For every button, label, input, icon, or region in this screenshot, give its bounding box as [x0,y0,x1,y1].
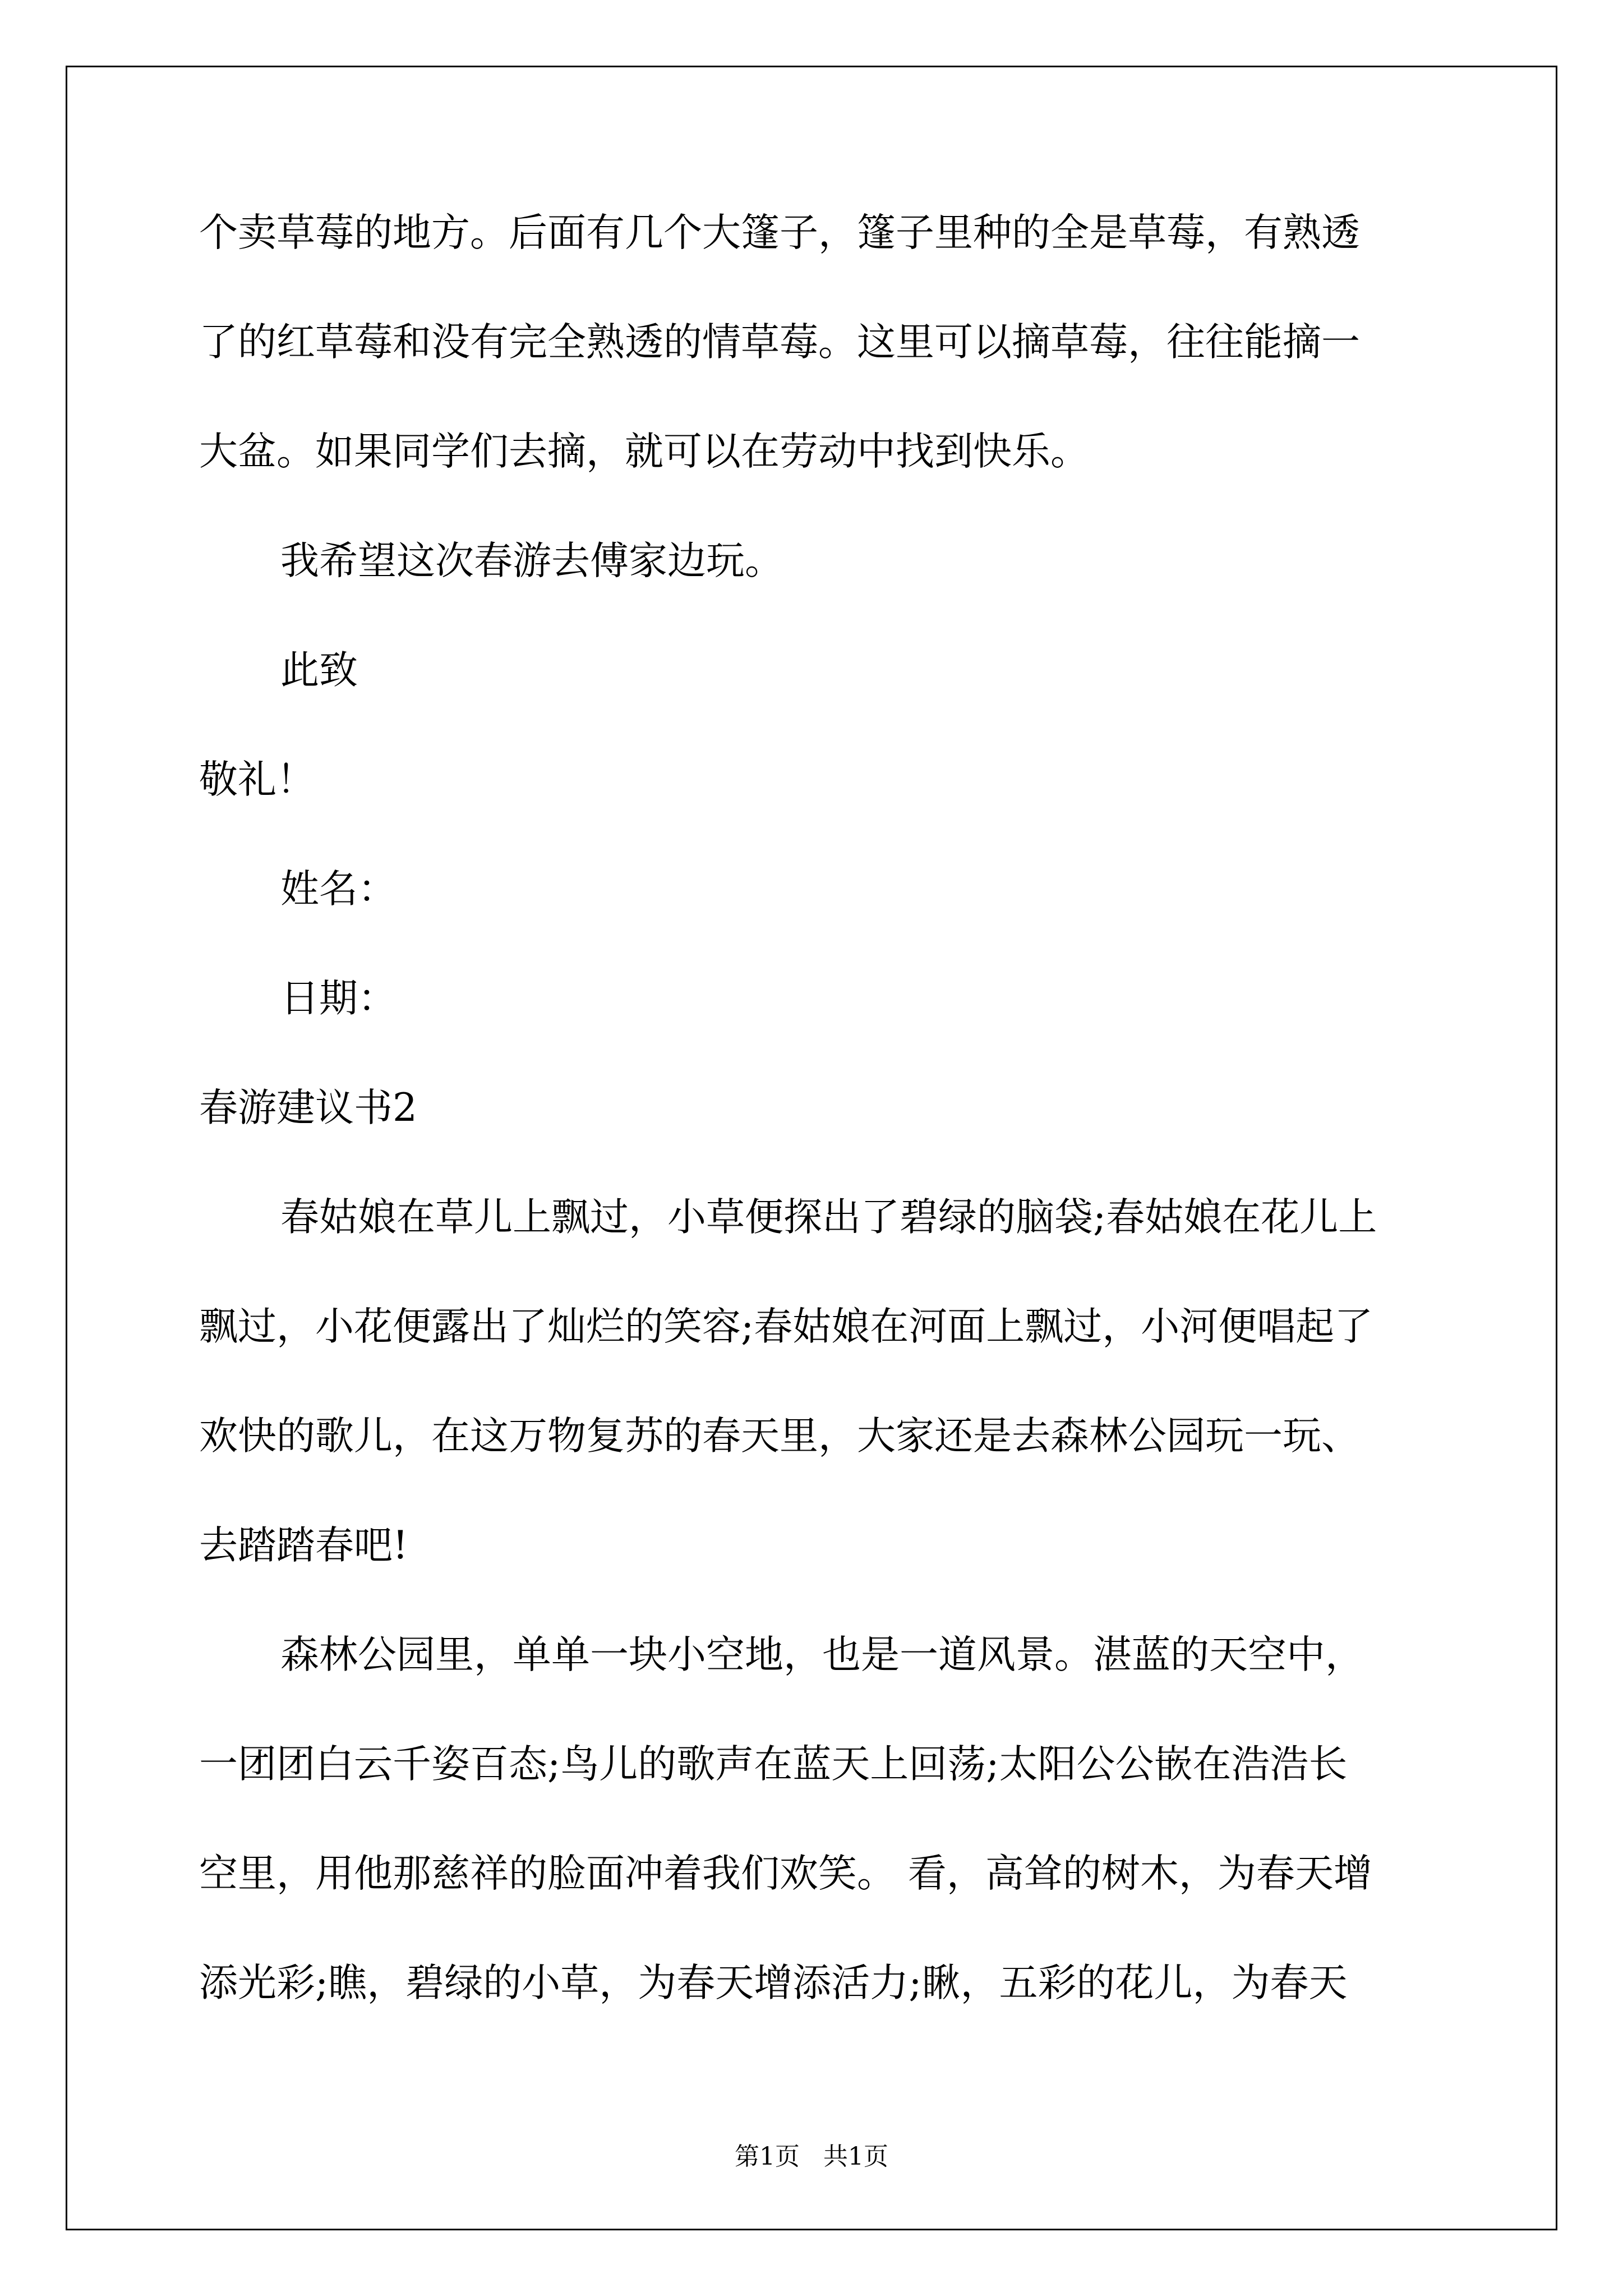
paragraph-line: 飘过，小花便露出了灿烂的笑容;春姑娘在河面上飘过，小河便唱起了 [199,1304,1373,1349]
date-field-label: 日期： [280,976,396,1021]
name-field-label: 姓名： [280,867,396,912]
paragraph-line: 春姑娘在草儿上飘过，小草便探出了碧绿的脑袋;春姑娘在花儿上 [280,1195,1377,1240]
paragraph-line: 一团团白云千姿百态;鸟儿的歌声在蓝天上回荡;太阳公公嵌在浩浩长 [199,1742,1348,1787]
page-footer: 第1页 共1页 [735,2142,888,2171]
paragraph-line: 大盆。如果同学们去摘，就可以在劳动中找到快乐。 [199,429,1089,474]
paragraph-line: 个卖草莓的地方。后面有几个大篷子，篷子里种的全是草莓，有熟透 [199,210,1360,255]
section-title: 春游建议书2 [199,1085,417,1130]
page-border [66,66,1557,2230]
paragraph-line: 欢快的歌儿，在这万物复苏的春天里，大家还是去森林公园玩一玩、 [199,1414,1360,1458]
salutation-regards: 敬礼！ [199,757,315,802]
paragraph-line: 了的红草莓和没有完全熟透的情草莓。这里可以摘草莓，往往能摘一 [199,320,1360,365]
paragraph-line: 我希望这次春游去傅家边玩。 [280,539,783,583]
paragraph-line: 去踏踏春吧! [199,1523,408,1568]
paragraph-line: 空里，用他那慈祥的脸面冲着我们欢笑。 看，高耸的树木，为春天增 [199,1851,1372,1896]
paragraph-line: 添光彩;瞧，碧绿的小草，为春天增添活力;瞅，五彩的花儿，为春天 [199,1961,1348,2005]
paragraph-line: 森林公园里，单单一块小空地，也是一道风景。湛蓝的天空中， [280,1632,1364,1677]
salutation-closing: 此致 [280,648,358,693]
